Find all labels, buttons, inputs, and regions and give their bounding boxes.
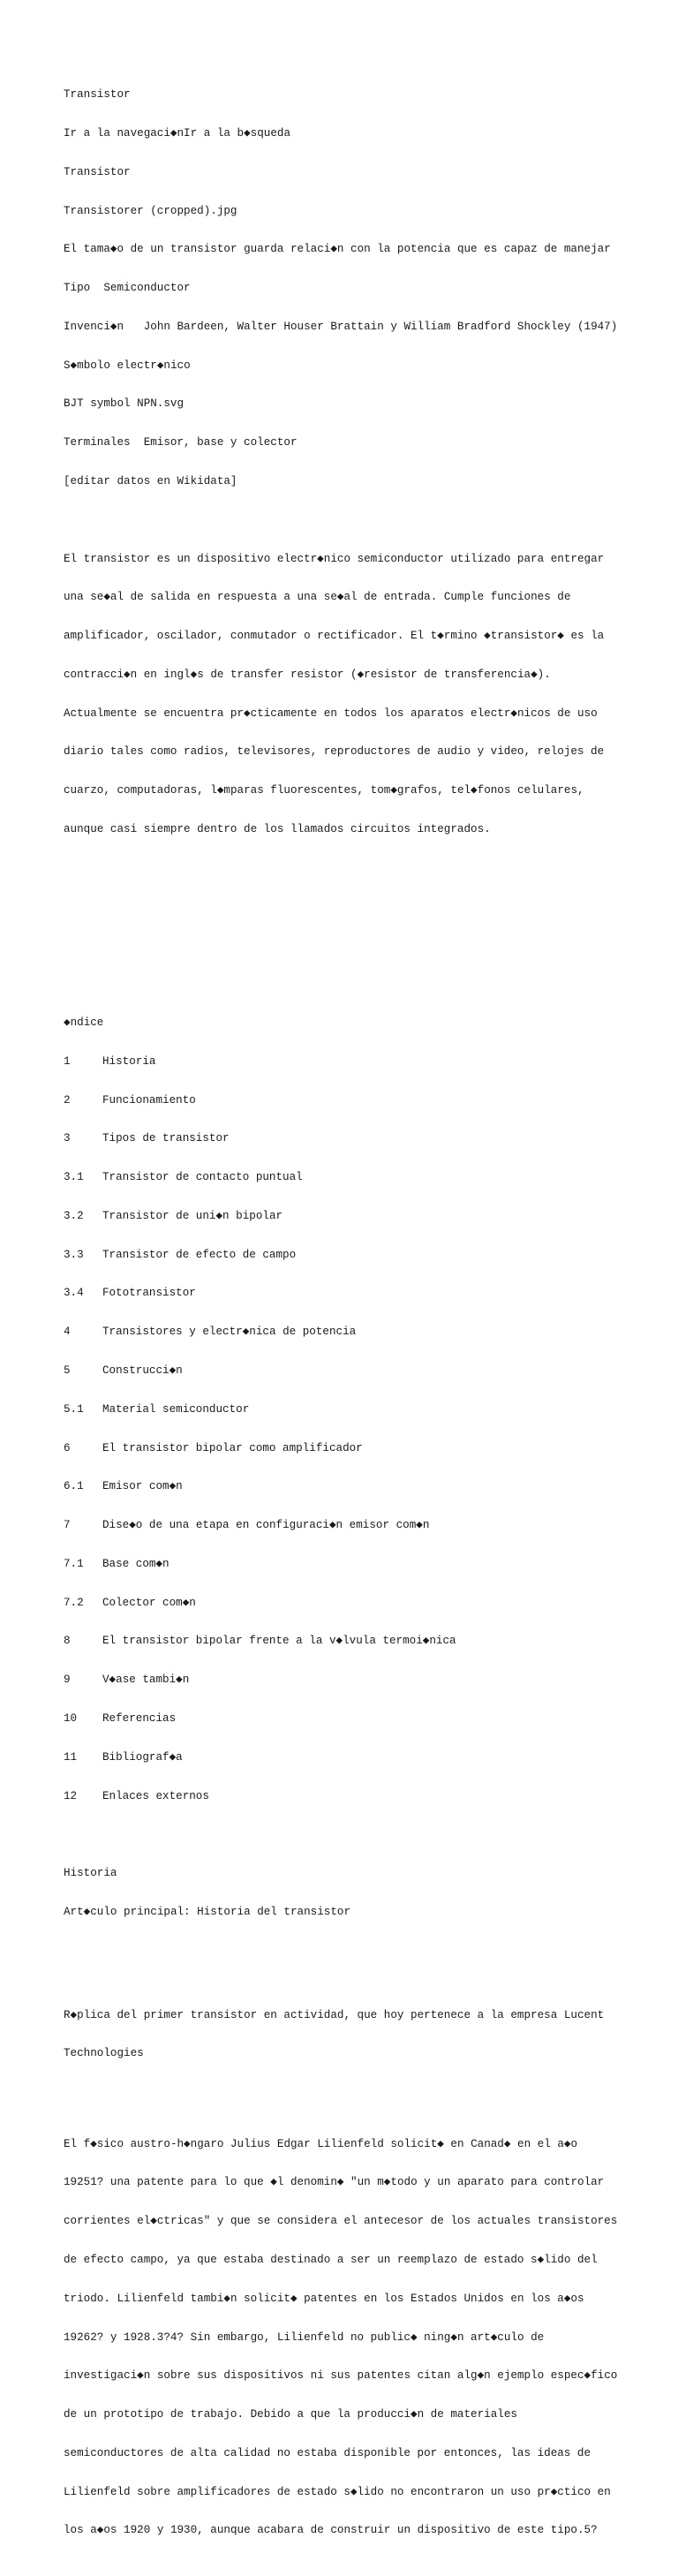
table-of-contents <box>64 991 629 1829</box>
toc-title[interactable]: Referencias <box>102 1712 177 1725</box>
main-article-link[interactable]: Art◆culo principal: Historia del transistor <box>64 1905 350 1918</box>
toc-item[interactable] <box>64 1635 629 1648</box>
toc-title[interactable]: Bibliograf◆a <box>102 1750 183 1764</box>
intro-line: cuarzo, computadoras, l◆mparas fluorescentes, tom◆grafos, tel◆fonos celulares, <box>64 784 584 797</box>
replica-caption <box>64 1983 629 2086</box>
toc-item[interactable] <box>64 1673 629 1687</box>
toc-number: 6.1 <box>64 1480 84 1493</box>
toc-number: 4 <box>64 1326 71 1339</box>
intro-line: Actualmente se encuentra pr◆cticamente en todos los aparatos electr◆nicos de uso <box>64 706 598 720</box>
toc-title[interactable]: Emisor com◆n <box>102 1480 183 1493</box>
toc-number: 2 <box>64 1093 71 1107</box>
document-body <box>64 63 629 2576</box>
toc-title[interactable]: Transistor de efecto de campo <box>102 1248 297 1261</box>
toc-title[interactable]: Enlaces externos <box>102 1789 209 1802</box>
toc-title[interactable]: Tipos de transistor <box>102 1132 230 1145</box>
paragraph-line: los a◆os 1920 y 1930, aunque acabara de construir un dispositivo de este tipo.5? <box>64 2524 598 2537</box>
image-caption: El tama◆o de un transistor guarda relaci◆n con la potencia que es capaz de manejar <box>64 243 611 256</box>
nav-links[interactable]: Ir a la navegaci◆nIr a la b◆squeda <box>64 126 291 140</box>
infobox-title: Transistor <box>64 165 131 178</box>
toc-item[interactable] <box>64 1597 629 1610</box>
toc-number: 3 <box>64 1132 71 1145</box>
toc-title[interactable]: Colector com◆n <box>102 1596 196 1609</box>
toc-title[interactable]: V◆ase tambi◆n <box>102 1673 190 1687</box>
toc-item[interactable] <box>64 1558 629 1571</box>
toc-item[interactable] <box>64 1403 629 1416</box>
spacer <box>64 939 629 952</box>
article-title: Transistor <box>64 88 131 102</box>
section-heading-historia: Historia <box>64 1867 117 1880</box>
toc-item[interactable] <box>64 1364 629 1378</box>
intro-line: amplificador, oscilador, conmutador o rectificador. El t◆rmino ◆transistor◆ es la <box>64 630 605 643</box>
toc-item[interactable] <box>64 1790 629 1803</box>
intro-paragraph <box>64 526 629 861</box>
toc-item[interactable] <box>64 1094 629 1107</box>
toc-item[interactable] <box>64 1249 629 1262</box>
intro-line: diario tales como radios, televisores, reproductores de audio y video, relojes de <box>64 745 605 759</box>
toc-number: 8 <box>64 1635 71 1648</box>
infobox-simbolo-label: S◆mbolo electr◆nico <box>64 359 191 372</box>
paragraph-line: de efecto campo, ya que estaba destinado a ser un reemplazo de estado s◆lido del <box>64 2253 598 2266</box>
toc-title[interactable]: Construcci◆n <box>102 1364 183 1377</box>
toc-title[interactable]: Fototransistor <box>102 1287 196 1300</box>
infobox-tipo: Tipo Semiconductor <box>64 282 191 295</box>
toc-heading: ◆ndice <box>64 1016 104 1029</box>
caption-line: Technologies <box>64 2047 144 2060</box>
toc-number: 6 <box>64 1441 71 1454</box>
paragraph-line: investigaci◆n sobre sus dispositivos ni sus patentes citan alg◆n ejemplo espec◆fico <box>64 2369 618 2383</box>
paragraph-line: de un prototipo de trabajo. Debido a que la producci◆n de materiales <box>64 2408 517 2421</box>
toc-number: 7 <box>64 1519 71 1532</box>
toc-title[interactable]: Dise◆o de una etapa en configuraci◆n emisor com◆n <box>102 1519 430 1532</box>
toc-number: 5.1 <box>64 1402 84 1416</box>
toc-number: 10 <box>64 1712 78 1725</box>
spacer <box>64 1945 629 1958</box>
toc-title[interactable]: Transistor de contacto puntual <box>102 1171 303 1184</box>
toc-number: 1 <box>64 1054 71 1068</box>
toc-title[interactable]: Base com◆n <box>102 1557 170 1570</box>
toc-item[interactable] <box>64 1519 629 1532</box>
intro-line: contracci◆n en ingl◆s de transfer resistor (◆resistor de transferencia◆). <box>64 668 551 681</box>
toc-item[interactable] <box>64 1480 629 1493</box>
paragraph-line: triodo. Lilienfeld tambi◆n solicit◆ patentes en los Estados Unidos en los a◆os <box>64 2292 584 2305</box>
paragraph-line: corrientes el◆ctricas" y que se considera el antecesor de los actuales transistores <box>64 2215 618 2228</box>
toc-item[interactable] <box>64 1751 629 1764</box>
toc-item[interactable] <box>64 1132 629 1145</box>
toc-number: 11 <box>64 1750 78 1764</box>
paragraph-line: semiconductores de alta calidad no estaba disponible por entonces, las ideas de <box>64 2446 591 2459</box>
intro-line: aunque casi siempre dentro de los llamados circuitos integrados. <box>64 823 491 836</box>
infobox-terminales: Terminales Emisor, base y colector <box>64 436 298 449</box>
toc-item[interactable] <box>64 1712 629 1726</box>
toc-number: 3.2 <box>64 1209 84 1222</box>
toc-item[interactable] <box>64 1210 629 1223</box>
toc-item[interactable] <box>64 1287 629 1300</box>
toc-item[interactable] <box>64 1055 629 1069</box>
toc-item[interactable] <box>64 1326 629 1339</box>
toc-number: 3.1 <box>64 1171 84 1184</box>
intro-line: El transistor es un dispositivo electr◆nico semiconductor utilizado para entregar <box>64 552 605 565</box>
infobox-invencion: Invenci◆n John Bardeen, Walter Houser Brattain y William Bradford Shockley (1947) <box>64 320 618 333</box>
toc-number: 7.1 <box>64 1557 84 1570</box>
paragraph-line: Lilienfeld sobre amplificadores de estado s◆lido no encontraron un uso pr◆ctico en <box>64 2485 611 2498</box>
toc-title[interactable]: Transistor de uni◆n bipolar <box>102 1209 283 1222</box>
historia-paragraph <box>64 2111 629 2563</box>
paragraph-line: El f◆sico austro-h◆ngaro Julius Edgar Lilienfeld solicit◆ en Canad◆ en el a◆o <box>64 2137 578 2150</box>
edit-wikidata-link[interactable]: [editar datos en Wikidata] <box>64 475 237 487</box>
toc-title[interactable]: Transistores y electr◆nica de potencia <box>102 1326 357 1339</box>
image-filename[interactable]: Transistorer (cropped).jpg <box>64 204 237 217</box>
toc-title[interactable]: El transistor bipolar como amplificador <box>102 1441 363 1454</box>
toc-title[interactable]: Historia <box>102 1054 156 1068</box>
toc-number: 12 <box>64 1789 78 1802</box>
intro-line: una se◆al de salida en respuesta a una se◆al de entrada. Cumple funciones de <box>64 591 571 604</box>
spacer <box>64 901 629 914</box>
toc-title[interactable]: El transistor bipolar frente a la v◆lvula termoi◆nica <box>102 1635 456 1648</box>
toc-number: 5 <box>64 1364 71 1377</box>
infobox-simbolo-file[interactable]: BJT symbol NPN.svg <box>64 397 185 411</box>
paragraph-line: 19262? y 1928.3?4? Sin embargo, Lilienfeld no public◆ ning◆n art◆culo de <box>64 2330 545 2344</box>
caption-line: R◆plica del primer transistor en actividad, que hoy pertenece a la empresa Lucent <box>64 2008 605 2021</box>
toc-item[interactable] <box>64 1171 629 1184</box>
toc-number: 7.2 <box>64 1596 84 1609</box>
toc-number: 9 <box>64 1673 71 1687</box>
toc-title[interactable]: Funcionamiento <box>102 1093 196 1107</box>
toc-number: 3.3 <box>64 1248 84 1261</box>
toc-item[interactable] <box>64 1442 629 1455</box>
toc-number: 3.4 <box>64 1287 84 1300</box>
paragraph-line: 19251? una patente para lo que ◆l denomin◆ "un m◆todo y un aparato para controlar <box>64 2176 605 2189</box>
toc-title[interactable]: Material semiconductor <box>102 1402 250 1416</box>
